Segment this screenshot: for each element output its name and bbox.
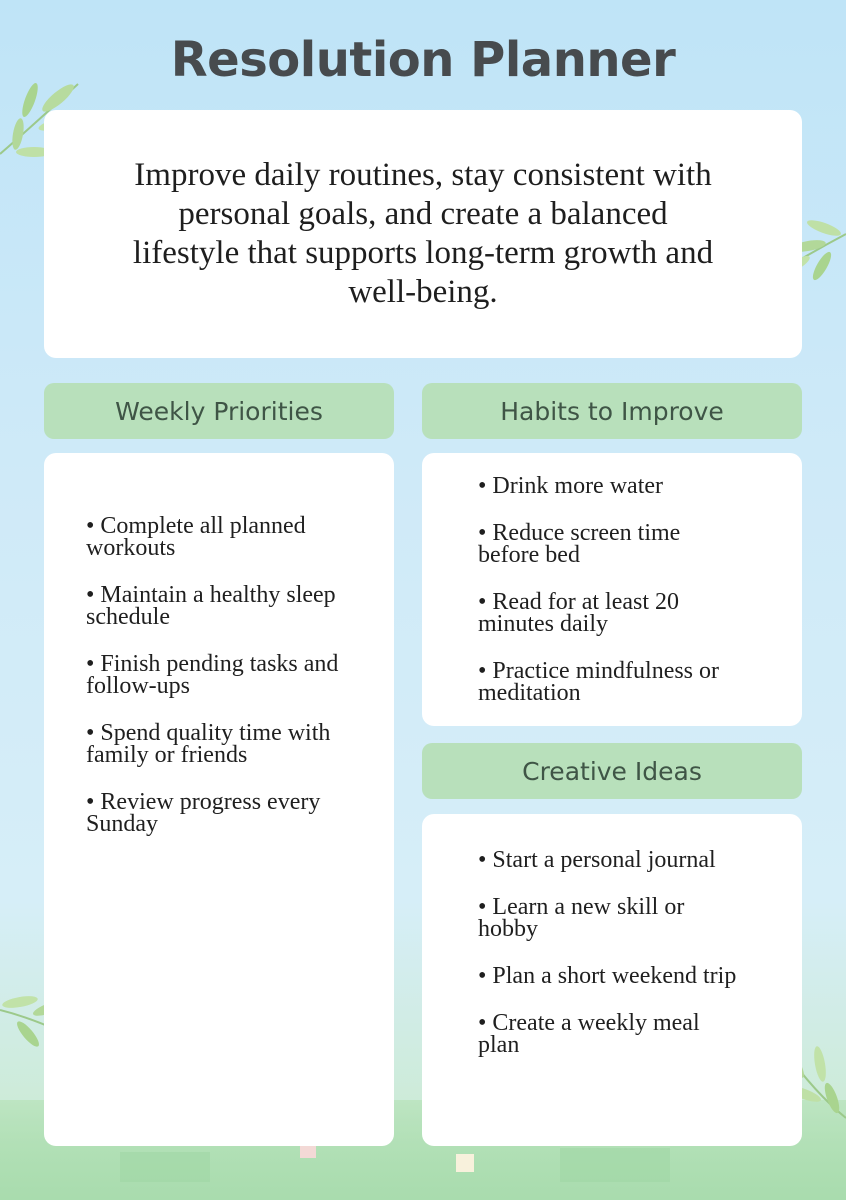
list-item: • Practice mindfulness or meditation <box>478 660 742 704</box>
intro-text: Improve daily routines, stay consistent with personal goals, and create a balanced lifestyle that supports long-term growth and well-being. <box>132 157 714 310</box>
weekly-priorities-list <box>86 515 366 860</box>
habits-card <box>422 453 802 726</box>
weekly-priorities-title: Weekly Priorities <box>115 396 323 426</box>
list-item: • Finish pending tasks and follow-ups <box>86 653 366 697</box>
creative-ideas-title: Creative Ideas <box>522 756 702 786</box>
weekly-priorities-header <box>44 383 394 439</box>
list-item: • Plan a short weekend trip <box>478 965 742 987</box>
intro-card <box>44 110 802 358</box>
grass-patch <box>120 1152 210 1182</box>
list-item: • Start a personal journal <box>478 849 742 871</box>
creative-ideas-header <box>422 743 802 799</box>
grass-patch <box>560 1148 670 1182</box>
habits-header <box>422 383 802 439</box>
creative-ideas-list <box>478 849 742 1081</box>
flower-pixel <box>300 1144 316 1158</box>
creative-ideas-card <box>422 814 802 1146</box>
list-item: • Create a weekly meal plan <box>478 1012 742 1056</box>
list-item: • Read for at least 20 minutes daily <box>478 591 742 635</box>
list-item: • Drink more water <box>478 475 742 497</box>
list-item: • Learn a new skill or hobby <box>478 896 742 940</box>
list-item: • Review progress every Sunday <box>86 791 366 835</box>
list-item: • Complete all planned workouts <box>86 515 366 559</box>
weekly-priorities-card <box>44 453 394 1146</box>
list-item: • Reduce screen time before bed <box>478 522 742 566</box>
page-title: Resolution Planner <box>170 32 676 88</box>
flower-pixel <box>456 1154 474 1172</box>
list-item: • Maintain a healthy sleep schedule <box>86 584 366 628</box>
habits-list <box>478 475 742 729</box>
habits-title: Habits to Improve <box>500 396 724 426</box>
list-item: • Spend quality time with family or friends <box>86 722 366 766</box>
